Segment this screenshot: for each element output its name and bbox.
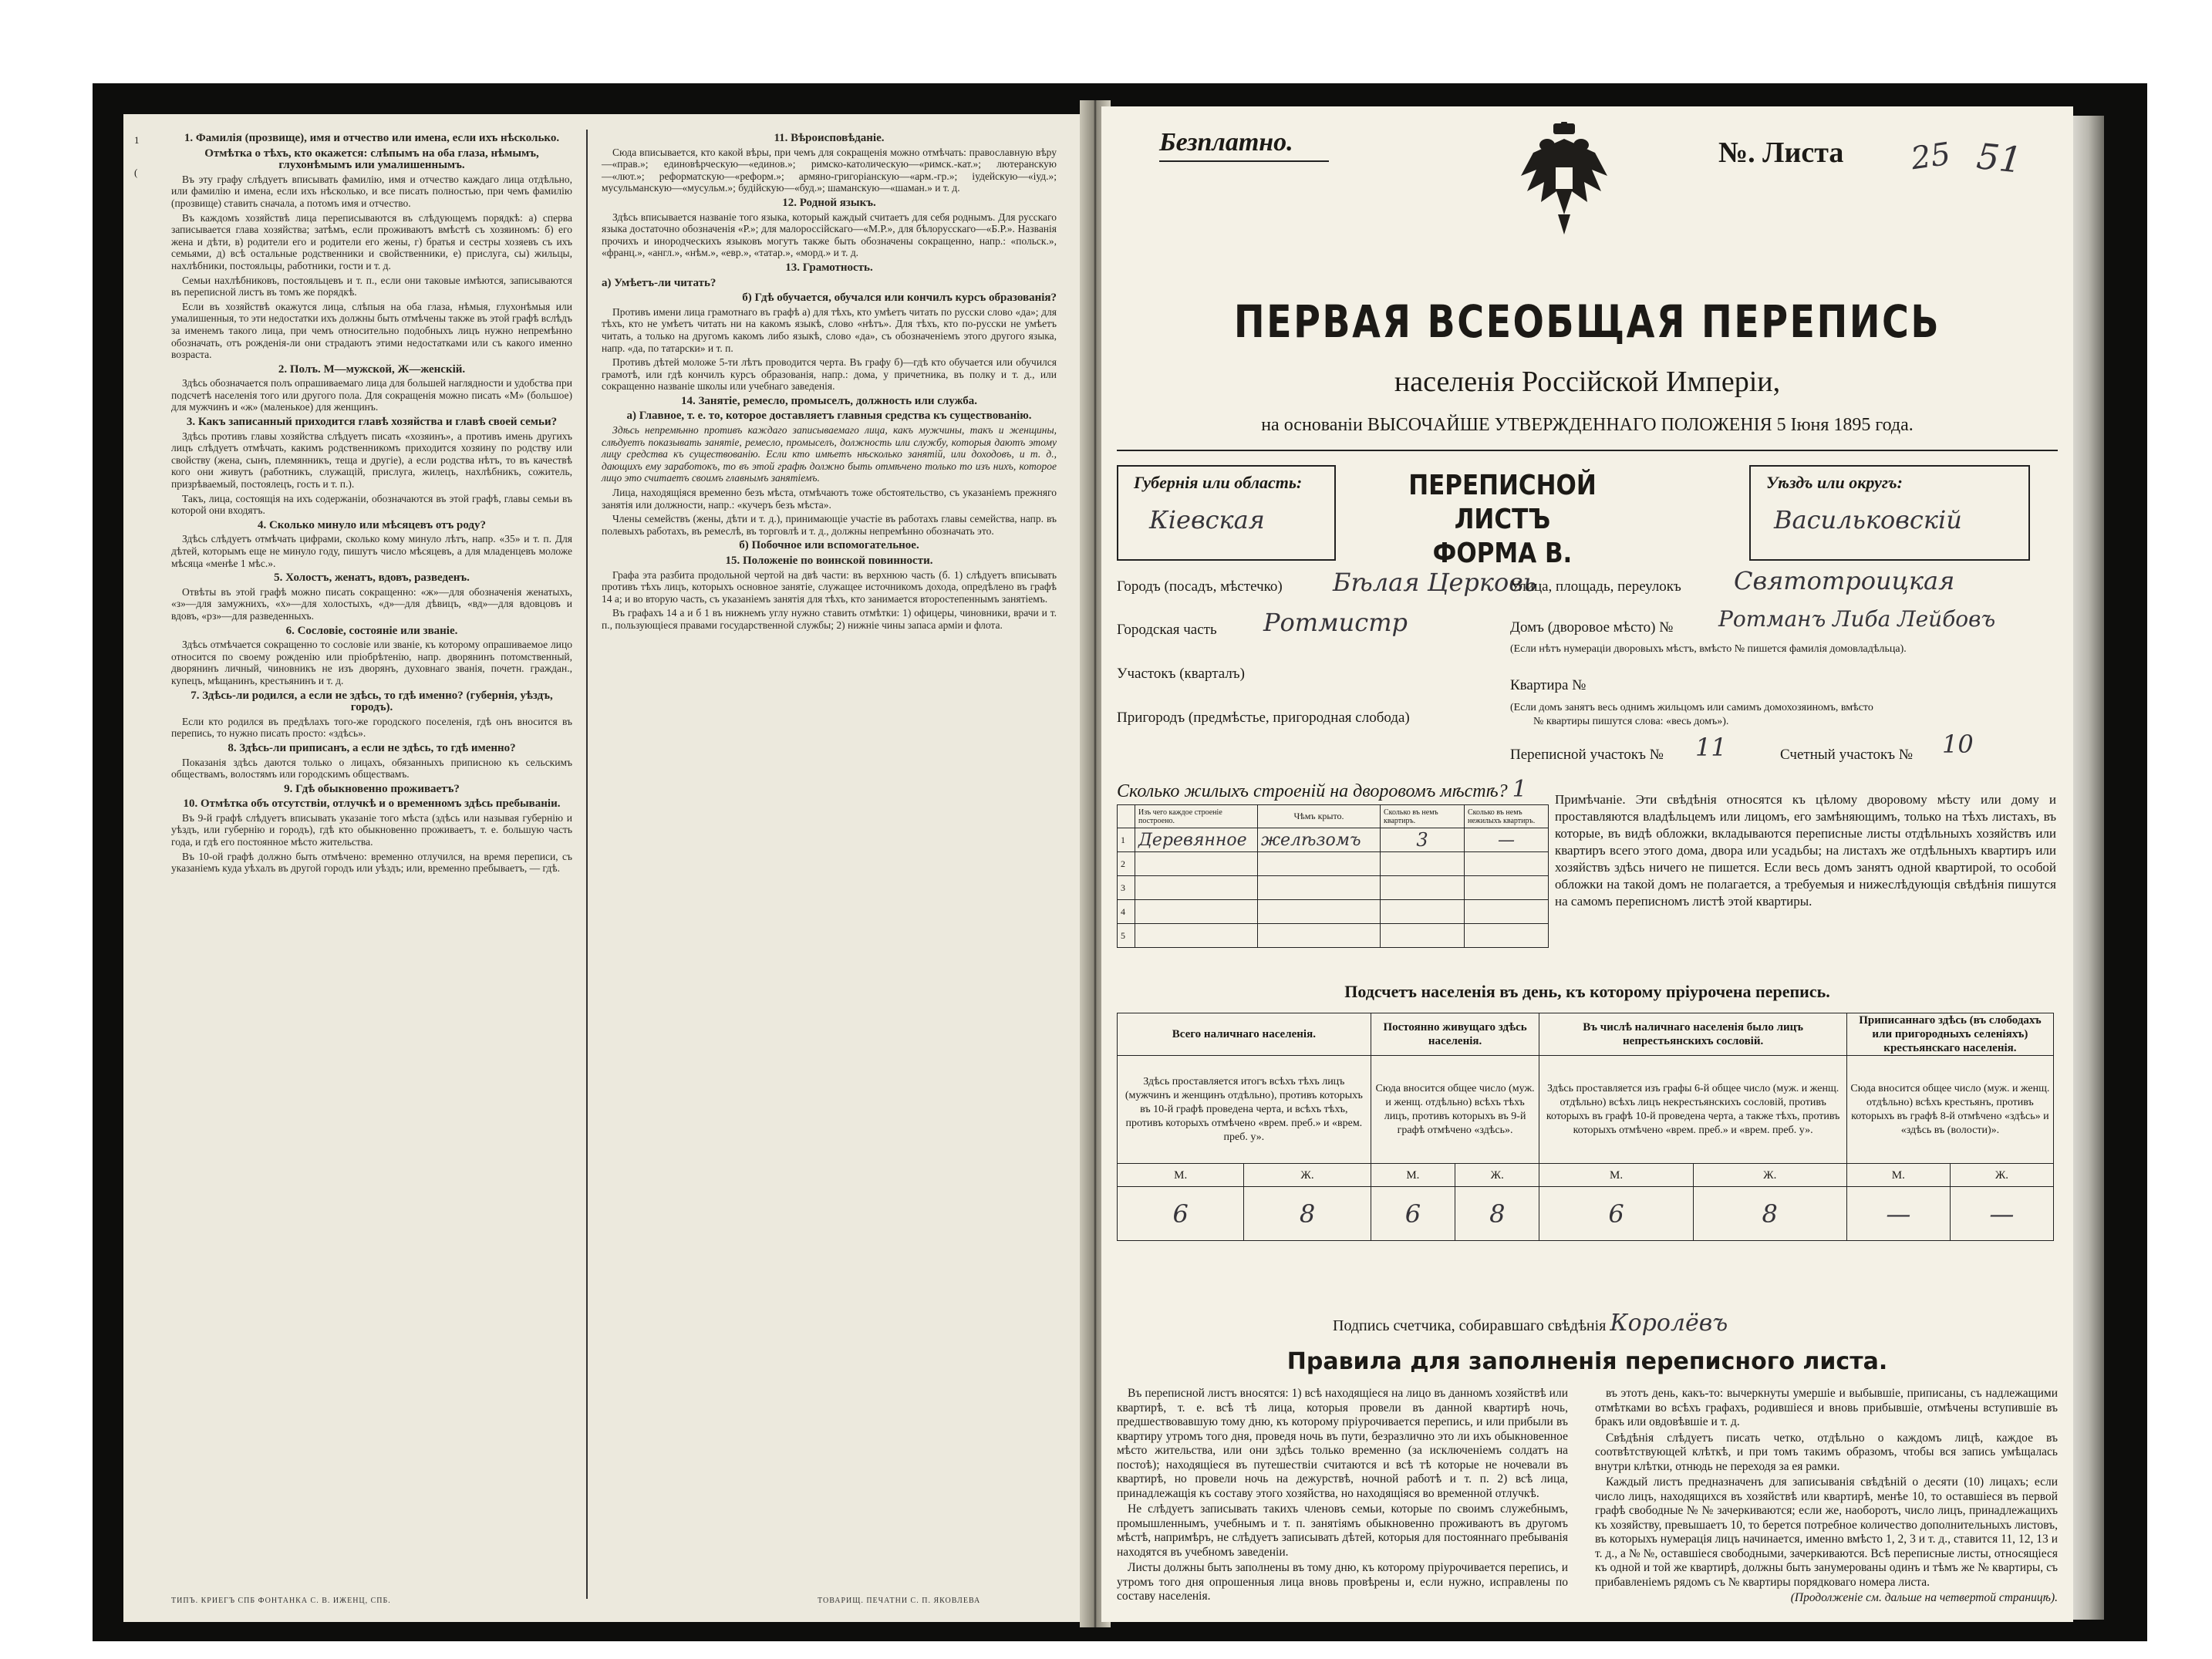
population-count-title: Подсчетъ населенія въ день, къ которому пріурочена перепись. [1344, 982, 1830, 1001]
paragraph: Здѣсь обозначается полъ опрашиваемаго лица для большей наглядности и удобства при подсчетѣ населенія того или другого пола. Для сокращенія можно писать «М» (большое) для мужчинъ и «ж» (маленькое) для женщинъ. [171, 377, 572, 413]
instructions-column-2 [602, 130, 1057, 1599]
rules-paragraph: Въ переписной листъ вносятся: 1) всѣ находящіеся на лицо въ данномъ хозяйствѣ или квартирѣ, т. е. всѣ тѣ лица, которыя провели въ данной квартирѣ ночь, предшествовавшую тому дню, къ которому пріурочивается перепись, и или прибыли въ квартиру утромъ того дня, проведя ночь въ пути, безразлично это ли ихъ обыкновенное мѣсто жительства, или они здѣсь только временно (за исключеніемъ солдатъ на постоѣ); находящіеся въ путешествіи считаются и всѣ тѣ которые не ночевали въ квартирѣ, но провели ночь на дежурствѣ, ночной работѣ и т. п. 2) всѣ лица, принадлежащія къ составу этого хозяйства, но находящіяся во временной отлучкѣ. [1117, 1387, 1568, 1500]
schet-label: Счетный участокъ № [1780, 747, 1913, 763]
rules-paragraph: въ этотъ день, какъ-то: вычеркнуты умершіе и выбывшіе, приписаны, съ надлежащими отмѣтками во всѣхъ графахъ, родившіеся и вновь прибывшіе, отмѣчены вступившіе въ бракъ или овдовѣвшіе и т. д. [1595, 1387, 2058, 1428]
table-row [1118, 828, 1549, 852]
paragraph: Противъ дѣтей моложе 5-ти лѣтъ проводится черта. Въ графу б)—гдѣ кто обучается или обучился грамотѣ, или гдѣ кончилъ курсъ образованія, напр.: дома, у причетника, въ полку и т. д., или сокращенно названіе школы или учебнаго заведенія. [602, 356, 1057, 393]
count-header: Постоянно живущаго здѣсь населенія. [1371, 1013, 1539, 1056]
rules-paragraph: Не слѣдуетъ записывать такихъ членовъ семьи, которые по своимъ служебнымъ, промышленнымъ, учебнымъ и т. п. занятіямъ обыкновенно проживаютъ въ другомъ мѣстѣ, напримѣръ, не слѣдуетъ записывать дѣтей, которыя для постояннаго пребыванія находятся въ учебномъ заведеніи. [1117, 1502, 1568, 1559]
paragraph: Сюда вписывается, кто какой вѣры, при чемъ для сокращенія можно отмѣчать: православную вѣру—«прав.»; единовѣрческую—«единов.»; римско-католическую—«римск.-кат.»; лютеранскую—«лют.»; реформатскую—«реформ.»; армяно-григоріанскую—«арм.-гр.»; іудейскую—«іуд.»; мусульманскую—«мусульм.»; будійскую—«буд.»; шаманскую—«шаман.» и т. д. [602, 146, 1057, 194]
nezh-cell: — [1465, 828, 1549, 852]
count-description: Здѣсь проставляется итогъ всѣхъ тѣхъ лицъ (мужчинъ и женщинъ отдѣльно), противъ которыхъ въ 10-й графѣ проведена черта, и всѣхъ тѣхъ, противъ которыхъ отмѣчено «врем. преб.» и «врем. преб. у». [1118, 1056, 1371, 1164]
house-label: Домъ (дворовое мѣсто) № [1510, 619, 1674, 636]
count-value: 6 [1118, 1187, 1244, 1241]
right-page-census-form [1101, 106, 2073, 1622]
paragraph: Если кто родился въ предѣлахъ того-же городского поселенія, гдѣ онъ вносится въ перепись, то нужно писать просто: «здѣсь». [171, 715, 572, 740]
table-row [1118, 1187, 2054, 1241]
form-subtitle: населенія Россійской Имперіи, [1394, 366, 1781, 398]
underline [1159, 160, 1329, 162]
paragraph: Противъ имени лица грамотнаго въ графѣ а) для тѣхъ, кто умѣетъ читать по русски слово «да»; для тѣхъ, кто не умѣетъ читать ни на какомъ языкѣ, слово «нѣтъ». Для тѣхъ, кто по-русски не умѣетъ читать, а только на другомъ какомъ либо языкѣ, слово «да», съ обозначеніемъ этого другого языка, напр. «да, по татарски» и т. п. [602, 305, 1057, 354]
column-divider [586, 130, 588, 1599]
uchastok-label: Участокъ (кварталъ) [1117, 666, 1245, 682]
table-row [1118, 924, 1549, 948]
paragraph: Въ графахъ 14 а и б 1 въ нижнемъ углу нужно ставить отмѣтки: 1) офицеры, чиновники, врачи и т. п., пользующіеся правами государственной службы; 2) нижніе чины запаса армiи и флота. [602, 607, 1057, 631]
table-header: Сколько въ немъ нежилыхъ квартиръ. [1465, 805, 1549, 828]
roof-cell: желѣзомъ [1258, 828, 1381, 852]
continued-note: (Продолженіе см. дальше на четвертой страницѣ). [1790, 1591, 2058, 1604]
count-header: Въ числѣ наличнаго населенія было лицъ непрестьянскихъ сословій. [1539, 1013, 1846, 1056]
sex-header: Ж. [1693, 1164, 1846, 1187]
heading: б) Гдѣ обучается, обучался или кончилъ курсъ образованія? [742, 292, 1057, 305]
row-number: 3 [1118, 876, 1135, 900]
buildings-question [1117, 776, 1527, 803]
heading: 14. Занятіе, ремесло, промыселъ, должность или служба. [680, 394, 978, 407]
heading: 4. Сколько минуло или мѣсяцевъ отъ роду? [257, 518, 487, 531]
schet-value: 10 [1942, 730, 1974, 759]
sheet-number [1718, 136, 1843, 170]
heading: 5. Холостъ, женатъ, вдовъ, разведенъ. [274, 572, 470, 585]
heading: 10. Отмѣтка объ отсутствіи, отлучкѣ и о временномъ здѣсь пребываніи. [183, 797, 561, 811]
instructions-column-1 [171, 130, 572, 1599]
left-page [123, 114, 1084, 1622]
sex-header: М. [1846, 1164, 1950, 1187]
rules-paragraph: Листы должны быть заполнены въ тому дню, къ которому пріурочивается перепись, и утромъ того дня опрошенныя лица вновь провѣрены и, если нужно, исправлены по составу населенія. [1117, 1561, 1568, 1603]
paragraph: Въ 9-й графѣ слѣдуетъ вписывать указаніе того мѣста (здѣсь или называя губернію и уѣздъ, или губернію и городъ), гдѣ кто обыкновенно проживаетъ, т. е. большую часть года, и гдѣ его постоянное мѣсто жительства. [171, 811, 572, 848]
kvartira-label: Квартира № [1510, 677, 1587, 693]
sex-header: Ж. [1455, 1164, 1539, 1187]
street-value: Святотроицкая [1734, 566, 1955, 595]
heading: 13. Грамотность. [785, 261, 873, 274]
rules-title: Правила для заполненія переписного листа. [1286, 1348, 1888, 1375]
heading: 15. Положеніе по воинской повинности. [725, 555, 933, 567]
handwritten-sheet-old: 25 [1909, 136, 1953, 177]
heading: 3. Какъ записанный приходится главѣ хозяйства и главѣ своей семьи? [186, 416, 558, 429]
count-value: — [1950, 1187, 2053, 1241]
buildings-note: Примѣчаніе. Эти свѣдѣнія относятся къ цѣлому дворовому мѣсту или дому и проставляются владѣльцемъ или лицомъ, его замѣняющимъ, только на тѣхъ листахъ, въ которые, въ видѣ обложки, вкладываются переписные листы отдѣльныхъ хозяйствъ или квартиръ всего этого дома, двора или усадьбы; на листахъ же отдѣльныхъ квартиръ или хозяйствъ здѣсь ничего не пишется. Если весь домъ занятъ одной квартирой, то особой обложки на такой домъ не полагается, а требуемыя и нижеслѣдующія свѣдѣнія пишутся на самомъ переписномъ листѣ этой квартиры. [1555, 792, 2056, 909]
heading: а) Главное, т. е. то, которое доставляетъ главныя средства къ существованію. [626, 410, 1032, 423]
paragraph: Если въ хозяйствѣ окажутся лица, слѣпыя на оба глаза, нѣмыя, глухонѣмыя или умалишенныя, то эти недостатки ихъ должны быть отмѣчены также въ этой графѣ вслѣдъ за именемъ такого лица, при чемъ относительно подобныхъ лицъ нужно непремѣнно обозначать, отъ рожденія-ли они страдаютъ этими недостатками или съ какого именно возраста. [171, 300, 572, 361]
city-value: Бѣлая Церковь [1333, 568, 1537, 597]
heading: 7. Здѣсь-ли родился, а если не здѣсь, то гдѣ именно? (губернія, уѣздъ, городъ). [191, 689, 553, 714]
heading: 2. Полъ. М—мужской, Ж—женскій. [278, 362, 466, 376]
house-note: (Если нѣтъ нумераціи дворовыхъ мѣстъ, вмѣсто № пишется фамилія домовладѣльца). [1510, 643, 1907, 655]
count-value: — [1846, 1187, 1950, 1241]
paragraph: Въ эту графу слѣдуетъ вписывать фамилію, имя и отчество каждаго лица отдѣльно, или фамилію и имена, если ихъ нѣсколько, и все писать полностью, при чемъ фамилію (прозвище) ставить сначала, а потомъ имя и отчество. [171, 173, 572, 209]
buildings-question-label: Сколько жилыхъ строеній на дворовомъ мѣстѣ? [1117, 781, 1508, 801]
count-header: Всего наличнаго населенія. [1118, 1013, 1371, 1056]
table-header: Сколько въ немъ квартиръ. [1381, 805, 1465, 828]
rules-column-1 [1117, 1387, 1568, 1606]
count-value: 6 [1539, 1187, 1693, 1241]
row-number: 1 [1118, 828, 1135, 852]
printer-imprint: ТИПЪ. КРИЕГЪ СПБ ФОНТАНКА С. В. ИЖЕНЦ, СПБ. [171, 1597, 391, 1605]
house-value: Ротманъ Либа Лейбовъ [1718, 606, 1996, 632]
table-header: Изъ чего каждое строеніе построено. [1135, 805, 1258, 828]
paragraph: Отвѣты въ этой графѣ можно писать сокращенно: «ж»—для обозначенія женатыхъ, «з»—для замужнихъ, «х»—для холостыхъ, «д»—для дѣвицъ, «вд»—для вдовцовъ и вдовъ, «рз»—для разведенныхъ. [171, 585, 572, 622]
uezd-value: Васильковскій [1774, 505, 1962, 534]
part-value: Ротмистр [1263, 608, 1408, 637]
row-number: 2 [1118, 852, 1135, 876]
paragraph: Здѣсь противъ главы хозяйства слѣдуетъ писать «хозяинъ», а противъ имень другихъ лицъ слѣдуетъ отмѣчать, какимъ родственникомъ приходится хозяину по родству или свойству (жена, сынъ, племянникъ, теща и другіе), а если родства нѣтъ, то въ качествѣ кого они живутъ (работникъ, служащій, прислуга, жилецъ, нахлѣбникъ, сожитель, призрѣваемый, постоялецъ, гость и т. п.). [171, 430, 572, 491]
prigorod-label: Пригородъ (предмѣстье, пригородная слобода) [1117, 710, 1410, 726]
perepis-label: Переписной участокъ № [1510, 747, 1664, 763]
gubernia-label: Губернія или область: [1134, 473, 1303, 492]
kv-cell: 3 [1381, 828, 1465, 852]
paragraph: Показанія здѣсь даются только о лицахъ, обязанныхъ приписною къ сельскимъ обществамъ, волостямъ или городскимъ обществамъ. [171, 756, 572, 781]
gubernia-value: Кіевская [1149, 505, 1265, 534]
sex-header: Ж. [1950, 1164, 2053, 1187]
sex-header: Ж. [1244, 1164, 1371, 1187]
signature-label: Подпись счетчика, собиравшаго свѣдѣнія [1333, 1317, 1607, 1334]
gubernia-box [1117, 465, 1336, 561]
rules-paragraph: Каждый листъ предназначенъ для записыванія свѣдѣній о десяти (10) лицахъ; если число лицъ, находящихся въ хозяйствѣ или квартирѣ, менѣе 10, то оставшіеся въ первой графѣ свободные № № зачеркиваются; если же, наоборотъ, число лицъ, принадлежащихъ къ хозяйству, превышаетъ 10, то берется потребное количество дополнительныхъ листовъ, въ которыхъ нумерація лицъ начинается, именно вмѣсто 1, 2, 3 и т. д., ставится 11, 12, 13 и т. д., а № №, оставшіеся свободными, зачеркиваются. Всѣ переписные листы, относящіеся къ одной и той же квартирѣ, должны быть занумерованы одинъ и тѣмъ же № квартиры, съ прибавленіемъ рядомъ съ № квартиры порядковаго номера листа. [1595, 1475, 2058, 1589]
heading: 9. Гдѣ обыкновенно проживаетъ? [284, 782, 460, 795]
row-number: 4 [1118, 900, 1135, 924]
page-edges [2073, 116, 2104, 1620]
row-number: 5 [1118, 924, 1135, 948]
perepis-value: 11 [1695, 733, 1727, 762]
paragraph: Въ 10-ой графѣ должно быть отмѣчено: временно отлучился, на время переписи, съ указаніемъ куда уѣхалъ въ другой городъ или уѣздъ; или, временно пребываетъ, — гдѣ. [171, 850, 572, 875]
form-heading-line1: ПЕРЕПИСНОЙ ЛИСТЪ [1408, 470, 1597, 535]
kvartira-note: (Если домъ занятъ весь однимъ жильцомъ или самимъ домохозяиномъ, вмѣсто [1510, 702, 1873, 713]
city-label: Городъ (посадъ, мѣстечко) [1117, 578, 1283, 595]
margin-mark: ( [134, 167, 138, 178]
count-description: Сюда вносится общее число (муж. и женщ. отдѣльно) всѣхъ тѣхъ лицъ, противъ которыхъ въ 9-й графѣ отмѣчено «здѣсь». [1371, 1056, 1539, 1164]
enumerator-signature [1333, 1310, 1728, 1337]
count-value: 8 [1693, 1187, 1846, 1241]
sex-header: М. [1371, 1164, 1455, 1187]
paragraph: Въ каждомъ хозяйствѣ лица переписываются въ слѣдующемъ порядкѣ: а) сперва записывается глава хозяйства; затѣмъ, если проживаютъ вмѣстѣ съ хозяиномъ: б) его жена и дѣти, в) родители его и родители его жены, г) братья и сестры хозяевъ съ ихъ семьями, д) всѣ остальные родственники и свойственники, е) прислуга, сы) жильцы, нахлѣбники, постояльцы, работники, гости и т. д. [171, 211, 572, 271]
margin-mark: 1 [134, 134, 140, 146]
form-basis: на основаніи ВЫСОЧАЙШЕ УТВЕРЖДЕННАГО ПОЛОЖЕНІЯ 5 Іюня 1895 года. [1261, 415, 1914, 435]
count-value: 8 [1455, 1187, 1539, 1241]
table-row [1118, 900, 1549, 924]
handwritten-sheet-new: 51 [1974, 135, 2025, 181]
paragraph: Лица, находящіяся временно безъ мѣста, отмѣчаютъ тоже обстоятельство, съ указаніемъ прежняго занятія или должности, напр.: «кучеръ безъ мѣста». [602, 487, 1057, 511]
count-header: Приписаннаго здѣсь (въ слободахъ или пригородныхъ селеніяхъ) крестьянскаго населенія. [1846, 1013, 2053, 1056]
free-of-charge-label: Безплатно. [1159, 128, 1293, 157]
count-value: 6 [1371, 1187, 1455, 1241]
buildings-table [1117, 804, 1549, 948]
uezd-label: Уѣздъ или округъ: [1766, 473, 1903, 492]
table-row [1118, 852, 1549, 876]
table-header [1118, 805, 1135, 828]
heading: 1. Фамилія (прозвище), имя и отчество или имена, если ихъ нѣсколько. [184, 132, 560, 144]
heading: а) Умѣетъ-ли читать? [602, 276, 717, 289]
heading: 6. Сословіе, состояніе или званіе. [285, 624, 458, 637]
form-heading-line2: ФОРМА В. [1432, 538, 1573, 569]
material-cell: Деревянное [1135, 828, 1258, 852]
paragraph: Члены семействъ (жены, дѣти и т. д.), принимающіе участіе въ работахъ главы семейства, напр. въ полевыхъ работахъ, въ ремеслѣ, въ торговлѣ и т. д., должны непремѣнно обозначать это. [602, 513, 1057, 537]
street-label: Улица, площадь, переулокъ [1510, 578, 1681, 595]
heading: 8. Здѣсь-ли приписанъ, а если не здѣсь, то гдѣ именно? [228, 741, 516, 754]
count-value: 8 [1244, 1187, 1371, 1241]
divider [1117, 450, 2058, 451]
rules-column-2 [1595, 1387, 2058, 1607]
heading: 12. Родной языкъ. [782, 196, 876, 209]
table-header: Чѣмъ крыто. [1258, 805, 1381, 828]
form-heading [1363, 469, 1641, 571]
rules-paragraph: Свѣдѣнія слѣдуетъ писать четко, отдѣльно о каждомъ лицѣ, каждое въ соотвѣтствующей клѣткѣ, и при томъ такимъ образомъ, чтобы вся запись умѣщалась внутри клѣтки, отнюдь не переходя за ея рамки. [1595, 1431, 2058, 1473]
paragraph: Семьи нахлѣбниковъ, постояльцевъ и т. п., если они таковые имѣются, записываются въ переписной листъ въ томъ же порядкѣ. [171, 274, 572, 298]
count-description: Здѣсь проставляется изъ графы 6-й общее число (муж. и женщ. отдѣльно) всѣхъ лицъ некрестьянскихъ сословій, противъ которыхъ въ графѣ 10-й проведена черта, а также тѣхъ, противъ которыхъ отмѣчено «врем. преб.» и «врем. преб. у». [1539, 1056, 1846, 1164]
paragraph: Здѣсь вписывается названіе того языка, который каждый считаетъ для себя роднымъ. Для русскаго языка достаточно обозначенія «Р.»; для малороссійскаго—«М.Р.», для бѣлорусскаго—«Б.Р.». Названія прочихъ и инородческихъ языковъ могутъ также быть обозначены сокращенно, напр.: «польск.», «франц.», «англ.», «нѣм.», «евр.», «татар.», «морд.» и т. д. [602, 211, 1057, 259]
printer-imprint: ТОВАРИЩ. ПЕЧАТНИ С. П. ЯКОВЛЕВА [818, 1597, 981, 1605]
paragraph: Графа эта разбита продольной чертой на двѣ части: въ верхнюю часть (б. 1) слѣдуетъ вписывать противъ тѣхъ лицъ, которыхъ основное занятіе, служащее источникомъ дохода, опредѣлено въ графѣ 14 а; и во вторую часть, съ указаніемъ занятія для тѣхъ, кто занимается второстепеннымъ занятіемъ. [602, 568, 1057, 605]
sex-header: М. [1118, 1164, 1244, 1187]
heading: 11. Вѣроисповѣданіе. [774, 132, 885, 144]
double-headed-eagle-emblem [1518, 122, 1610, 238]
buildings-question-value: 1 [1512, 776, 1527, 803]
part-label: Городская часть [1117, 622, 1217, 638]
paragraph: Здѣсь непремѣнно противъ каждаго записываемаго лица, какъ мужчины, такъ и женщины, слѣдуетъ показывать занятіе, ремесло, промыселъ, должность или службу, которыя даютъ этому лицу средства къ существованію. Если кто имѣетъ нѣсколько занятій, или доходовъ, и т. д., дающихъ ему заработокъ, то въ этой графѣ должно быть отмѣчено только то изъ нихъ, которое лицо это считаетъ своимъ главнымъ занятіемъ. [602, 424, 1057, 484]
count-description: Сюда вносится общее число (муж. и женщ. отдѣльно) всѣхъ крестьянъ, противъ которыхъ въ графѣ 8-й отмѣчено «здѣсь» и «здѣсь въ (волости)». [1846, 1056, 2053, 1164]
signature-value: Королёвъ [1610, 1310, 1728, 1337]
uezd-box [1749, 465, 2030, 561]
heading: Отмѣтка о тѣхъ, кто окажется: слѣпымъ на оба глаза, нѣмымъ, глухонѣмымъ или умалишеннымъ. [204, 147, 539, 172]
paragraph: Здѣсь слѣдуетъ отмѣчать цифрами, сколько кому минуло лѣтъ, напр. «35» и т. п. Для дѣтей, которымъ еще не минуло году, пишутъ число мѣсяцевъ, а для младенцевъ моложе мѣсяца «менѣе 1 мѣс.». [171, 533, 572, 569]
population-count-table [1117, 1013, 2054, 1241]
kvartira-note: № квартиры пишутся слова: «весь домъ»). [1533, 716, 1729, 727]
paragraph: Здѣсь отмѣчается сокращенно то сословіе или званіе, къ которому опрашиваемое лицо относится по своему рожденію или пріобрѣтенію, напр. дворянинъ потомственный, дворянинъ личный, чиновникъ не изъ дворянъ, духовнаго званія, почетн. граждан., купецъ, мѣщанинъ, крестьянинъ и т. д. [171, 639, 572, 686]
sex-header: М. [1539, 1164, 1693, 1187]
sheet-number-label: №. Листа [1718, 137, 1844, 169]
heading: б) Побочное или вспомогательное. [739, 539, 919, 552]
paragraph: Такъ, лица, состоящія на ихъ содержаніи, обозначаются въ этой графѣ, главы семьи въ которой они входятъ. [171, 492, 572, 517]
table-row [1118, 876, 1549, 900]
form-title: ПЕРВАЯ ВСЕОБЩАЯ ПЕРЕПИСЬ [1233, 295, 1941, 348]
